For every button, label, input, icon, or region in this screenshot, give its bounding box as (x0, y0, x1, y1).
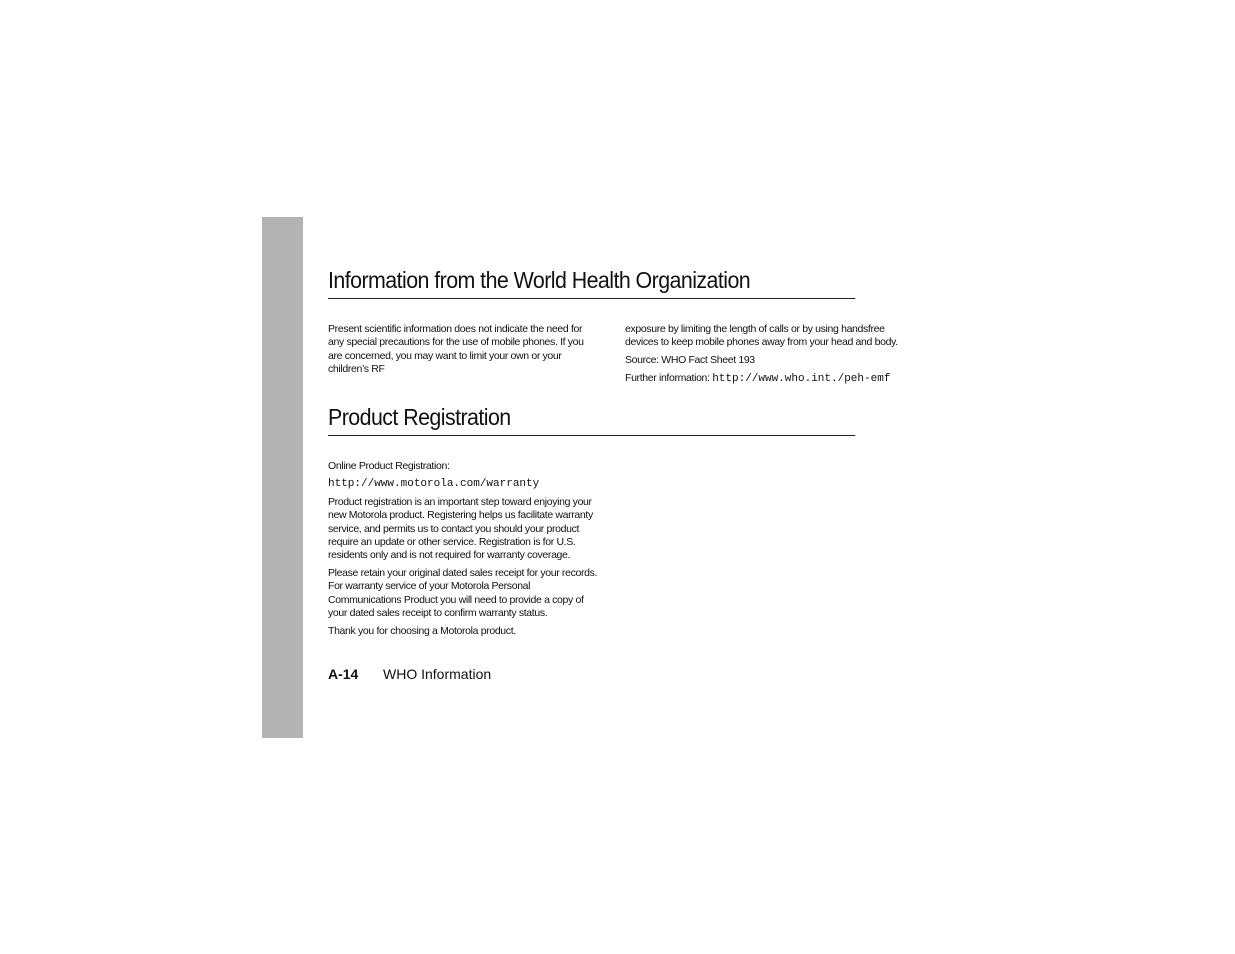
who-further-label: Further information: (625, 371, 713, 384)
who-section-heading: Information from the World Health Organization (328, 267, 855, 299)
who-source-line: Source: WHO Fact Sheet 193 (625, 354, 755, 367)
registration-online-label: Online Product Registration: (328, 460, 450, 472)
registration-section-heading: Product Registration (328, 404, 855, 436)
who-left-paragraph: Present scientific information does not indicate the need for any special precautions for the use of mobile phones. If you are concerned, you may want to limit your own or your children’s RF (328, 323, 584, 375)
who-right-column (625, 323, 900, 391)
who-further-info (625, 372, 900, 386)
who-further-url[interactable]: http://www.who.int./peh-emf (712, 372, 891, 385)
footer-section-title: WHO Information (383, 666, 492, 682)
registration-column (328, 460, 603, 643)
page-footer (328, 665, 491, 683)
registration-url[interactable]: http://www.motorola.com/warranty (328, 477, 540, 490)
page-number: A-14 (328, 666, 359, 682)
registration-paragraph-2: Please retain your original dated sales receipt for your records. For warranty service of your Motorola Personal Communications Product you will need to provide a copy of your dated sales receipt to confirm warranty status. (328, 567, 598, 619)
who-left-column (328, 323, 600, 381)
side-tab-bar (262, 217, 303, 738)
who-right-paragraph: exposure by limiting the length of calls or by using handsfree devices to keep mobile phones away from your head and body. (625, 323, 898, 349)
registration-thanks: Thank you for choosing a Motorola product. (328, 624, 516, 637)
registration-paragraph-1: Product registration is an important step toward enjoying your new Motorola product. Registering helps us facilitate warranty service, and permits us to contact you should your product require an update or other service. Registration is for U.S. residents only and is not required for warranty coverage. (328, 496, 593, 562)
